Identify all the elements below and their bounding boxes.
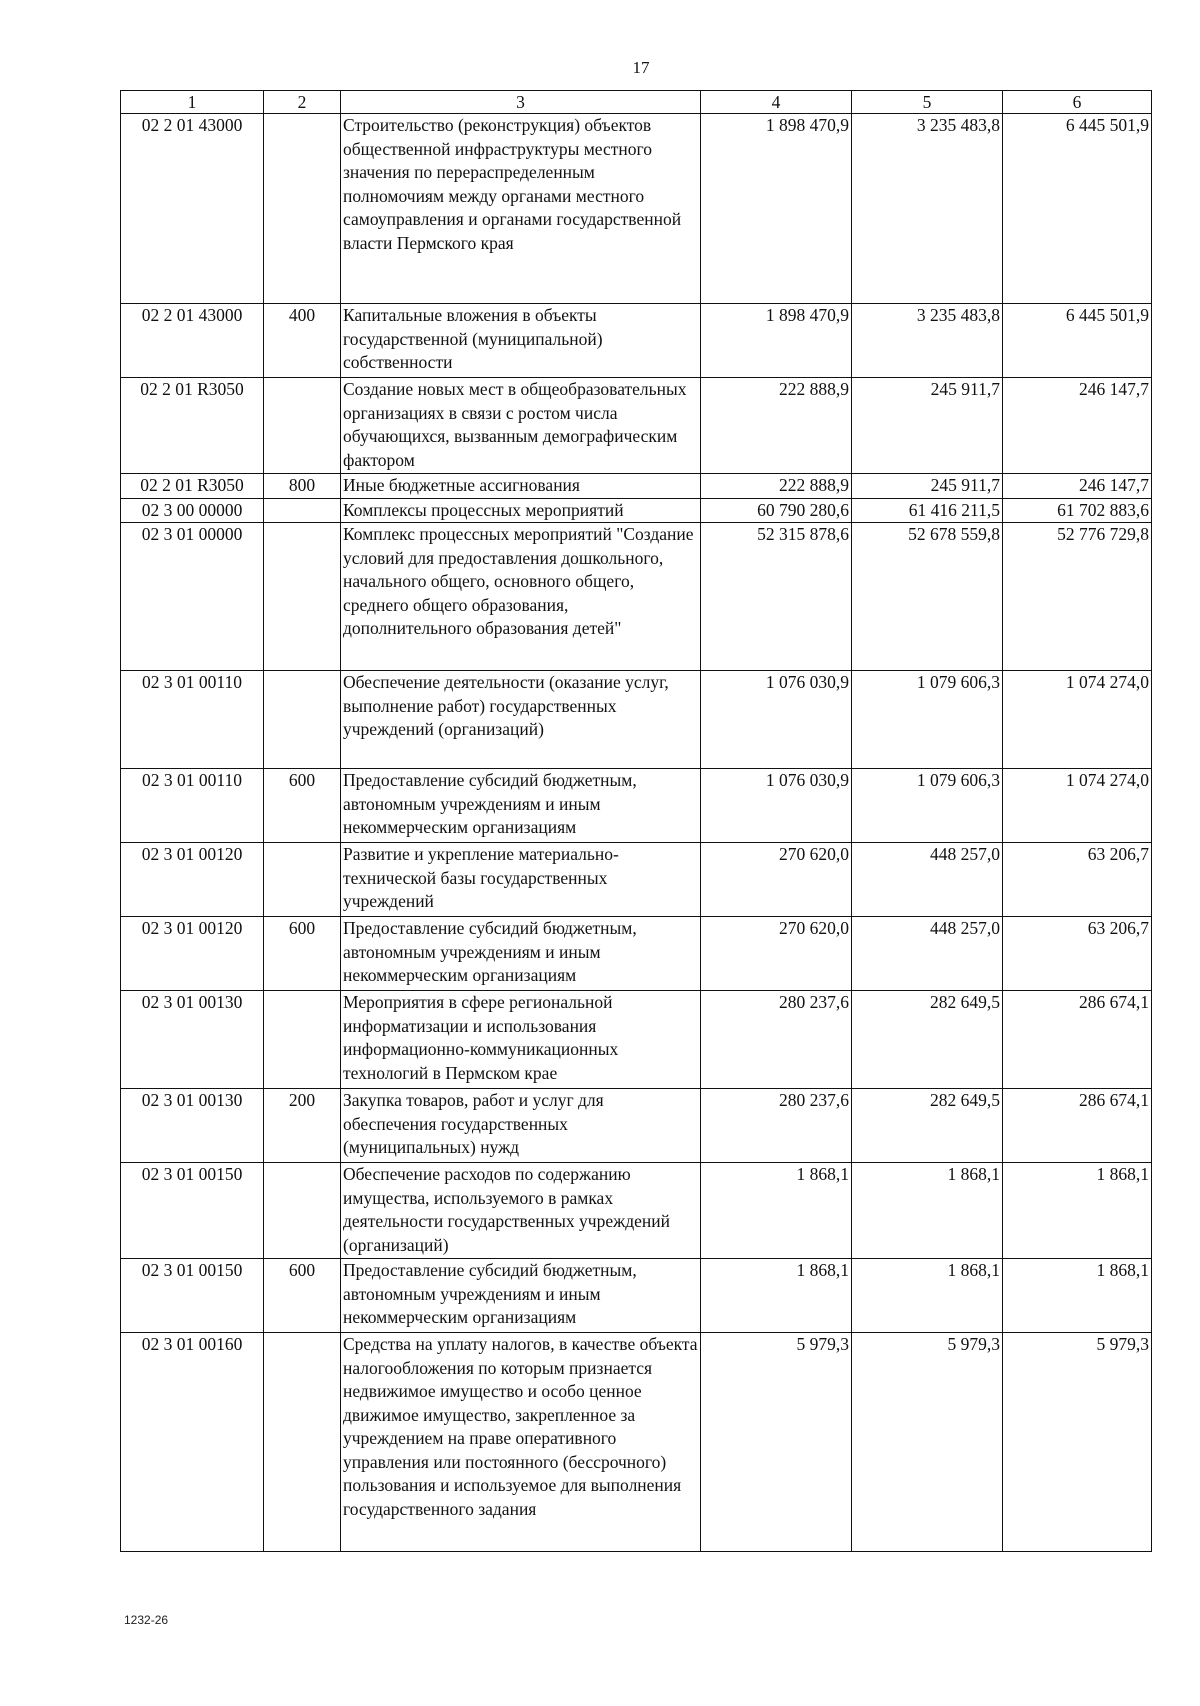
- amount-col-6: 6 445 501,9: [1003, 114, 1152, 304]
- amount-col-4: 1 076 030,9: [701, 671, 852, 769]
- item-name: Обеспечение расходов по содержанию имущества, используемого в рамках деятельности государственных учреждений (организаций): [341, 1163, 701, 1259]
- amount-col-6: 5 979,3: [1003, 1333, 1152, 1552]
- amount-col-6: 1 074 274,0: [1003, 769, 1152, 843]
- expense-type-code: [264, 991, 341, 1089]
- amount-col-6: 1 868,1: [1003, 1259, 1152, 1333]
- amount-col-5: 282 649,5: [852, 991, 1003, 1089]
- column-header-6: 6: [1003, 91, 1152, 114]
- expense-type-code: 800: [264, 474, 341, 499]
- amount-col-5: 1 079 606,3: [852, 769, 1003, 843]
- table-row: [121, 1333, 1152, 1552]
- table-row: [121, 1163, 1152, 1259]
- target-article-code: 02 3 00 00000: [121, 498, 264, 523]
- target-article-code: 02 3 01 00120: [121, 917, 264, 991]
- item-name: Комплексы процессных мероприятий: [341, 498, 701, 523]
- expense-type-code: [264, 671, 341, 769]
- table-row: [121, 769, 1152, 843]
- header-row: [121, 91, 1152, 114]
- document-footer-code: 1232-26: [124, 1613, 169, 1627]
- amount-col-4: 60 790 280,6: [701, 498, 852, 523]
- expense-type-code: [264, 498, 341, 523]
- item-name: Комплекс процессных мероприятий "Создание условий для предоставления дошкольного, начального общего, основного общего, среднего общего образования, дополнительного образования детей": [341, 523, 701, 671]
- amount-col-6: 246 147,7: [1003, 378, 1152, 474]
- table-row: [121, 114, 1152, 304]
- expense-type-code: 600: [264, 1259, 341, 1333]
- amount-col-6: 61 702 883,6: [1003, 498, 1152, 523]
- expense-type-code: 400: [264, 304, 341, 378]
- amount-col-6: 246 147,7: [1003, 474, 1152, 499]
- item-name: Строительство (реконструкция) объектов общественной инфраструктуры местного значения по перераспределенным полномочиям между органами местного самоуправления и органами государственной власти Пермского края: [341, 114, 701, 304]
- amount-col-4: 222 888,9: [701, 474, 852, 499]
- table-row: [121, 917, 1152, 991]
- amount-col-6: 286 674,1: [1003, 991, 1152, 1089]
- target-article-code: 02 3 01 00120: [121, 843, 264, 917]
- amount-col-5: 3 235 483,8: [852, 114, 1003, 304]
- target-article-code: 02 3 01 00110: [121, 671, 264, 769]
- amount-col-5: 245 911,7: [852, 474, 1003, 499]
- amount-col-4: 222 888,9: [701, 378, 852, 474]
- expense-type-code: [264, 114, 341, 304]
- expense-type-code: [264, 1163, 341, 1259]
- column-header-4: 4: [701, 91, 852, 114]
- expense-type-code: [264, 843, 341, 917]
- column-header-5: 5: [852, 91, 1003, 114]
- amount-col-6: 1 074 274,0: [1003, 671, 1152, 769]
- amount-col-4: 1 898 470,9: [701, 114, 852, 304]
- target-article-code: 02 3 01 00000: [121, 523, 264, 671]
- amount-col-4: 270 620,0: [701, 917, 852, 991]
- amount-col-4: 280 237,6: [701, 1089, 852, 1163]
- amount-col-4: 270 620,0: [701, 843, 852, 917]
- table-row: [121, 523, 1152, 671]
- target-article-code: 02 3 01 00150: [121, 1163, 264, 1259]
- target-article-code: 02 3 01 00110: [121, 769, 264, 843]
- expense-type-code: [264, 523, 341, 671]
- item-name: Иные бюджетные ассигнования: [341, 474, 701, 499]
- amount-col-6: 6 445 501,9: [1003, 304, 1152, 378]
- table-row: [121, 991, 1152, 1089]
- amount-col-4: 52 315 878,6: [701, 523, 852, 671]
- amount-col-4: 280 237,6: [701, 991, 852, 1089]
- amount-col-6: 63 206,7: [1003, 843, 1152, 917]
- table-row: [121, 843, 1152, 917]
- target-article-code: 02 3 01 00130: [121, 1089, 264, 1163]
- target-article-code: 02 3 01 00160: [121, 1333, 264, 1552]
- amount-col-5: 245 911,7: [852, 378, 1003, 474]
- amount-col-5: 282 649,5: [852, 1089, 1003, 1163]
- table-row: [121, 304, 1152, 378]
- amount-col-6: 63 206,7: [1003, 917, 1152, 991]
- target-article-code: 02 2 01 R3050: [121, 378, 264, 474]
- item-name: Капитальные вложения в объекты государственной (муниципальной) собственности: [341, 304, 701, 378]
- amount-col-5: 1 868,1: [852, 1163, 1003, 1259]
- expense-type-code: 200: [264, 1089, 341, 1163]
- amount-col-4: 1 868,1: [701, 1259, 852, 1333]
- column-header-3: 3: [341, 91, 701, 114]
- item-name: Мероприятия в сфере региональной информатизации и использования информационно-коммуникационных технологий в Пермском крае: [341, 991, 701, 1089]
- expense-type-code: 600: [264, 769, 341, 843]
- table-row: [121, 1259, 1152, 1333]
- table-row: [121, 498, 1152, 523]
- item-name: Средства на уплату налогов, в качестве объекта налогообложения по которым признается недвижимое имущество и особо ценное движимое имущество, закрепленное за учреждением на праве оперативного управления или постоянного (бессрочного) пользования и используемое для выполнения государственного задания: [341, 1333, 701, 1552]
- amount-col-5: 5 979,3: [852, 1333, 1003, 1552]
- amount-col-5: 1 868,1: [852, 1259, 1003, 1333]
- item-name: Предоставление субсидий бюджетным, автономным учреждениям и иным некоммерческим организациям: [341, 769, 701, 843]
- target-article-code: 02 2 01 43000: [121, 304, 264, 378]
- expense-type-code: 600: [264, 917, 341, 991]
- amount-col-6: 286 674,1: [1003, 1089, 1152, 1163]
- expense-type-code: [264, 1333, 341, 1552]
- table-row: [121, 1089, 1152, 1163]
- column-header-2: 2: [264, 91, 341, 114]
- target-article-code: 02 2 01 43000: [121, 114, 264, 304]
- amount-col-6: 52 776 729,8: [1003, 523, 1152, 671]
- table-row: [121, 378, 1152, 474]
- target-article-code: 02 3 01 00130: [121, 991, 264, 1089]
- amount-col-4: 5 979,3: [701, 1333, 852, 1552]
- amount-col-4: 1 898 470,9: [701, 304, 852, 378]
- amount-col-5: 448 257,0: [852, 917, 1003, 991]
- budget-table: [120, 90, 1152, 1552]
- column-header-1: 1: [121, 91, 264, 114]
- amount-col-6: 1 868,1: [1003, 1163, 1152, 1259]
- table-row: [121, 671, 1152, 769]
- item-name: Развитие и укрепление материально-технической базы государственных учреждений: [341, 843, 701, 917]
- amount-col-5: 1 079 606,3: [852, 671, 1003, 769]
- amount-col-4: 1 868,1: [701, 1163, 852, 1259]
- table-row: [121, 474, 1152, 499]
- amount-col-5: 448 257,0: [852, 843, 1003, 917]
- item-name: Предоставление субсидий бюджетным, автономным учреждениям и иным некоммерческим организациям: [341, 917, 701, 991]
- expense-type-code: [264, 378, 341, 474]
- target-article-code: 02 2 01 R3050: [121, 474, 264, 499]
- page-number: 17: [632, 58, 650, 77]
- target-article-code: 02 3 01 00150: [121, 1259, 264, 1333]
- item-name: Предоставление субсидий бюджетным, автономным учреждениям и иным некоммерческим организациям: [341, 1259, 701, 1333]
- amount-col-5: 61 416 211,5: [852, 498, 1003, 523]
- item-name: Обеспечение деятельности (оказание услуг, выполнение работ) государственных учреждений (организаций): [341, 671, 701, 769]
- amount-col-4: 1 076 030,9: [701, 769, 852, 843]
- item-name: Создание новых мест в общеобразовательных организациях в связи с ростом числа обучающихся, вызванным демографическим фактором: [341, 378, 701, 474]
- item-name: Закупка товаров, работ и услуг для обеспечения государственных (муниципальных) нужд: [341, 1089, 701, 1163]
- amount-col-5: 52 678 559,8: [852, 523, 1003, 671]
- amount-col-5: 3 235 483,8: [852, 304, 1003, 378]
